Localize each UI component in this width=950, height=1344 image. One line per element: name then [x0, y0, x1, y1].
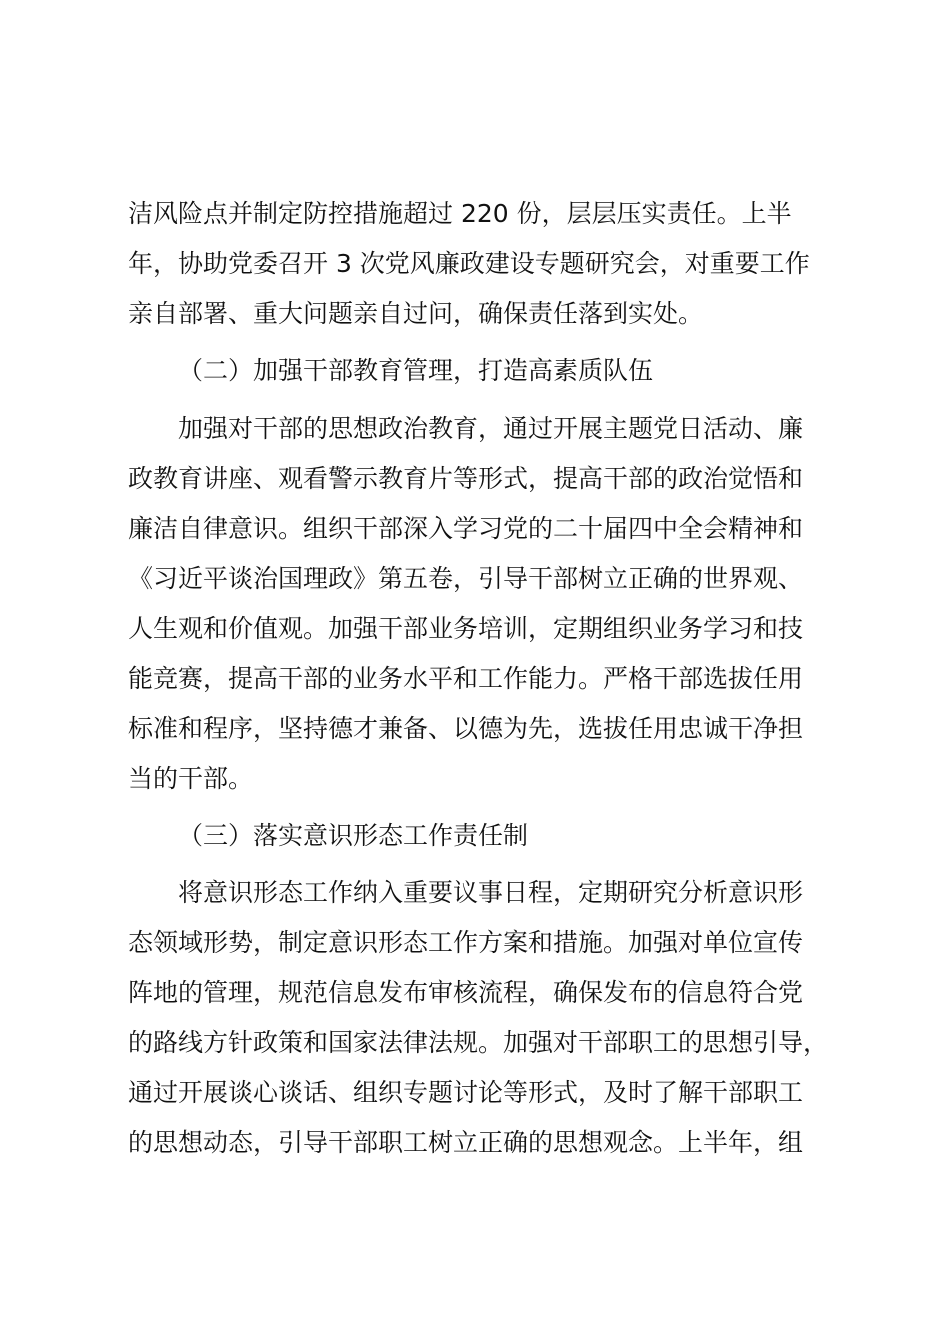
paragraph-line: 能竞赛，提高干部的业务水平和工作能力。严格干部选拔任用 — [128, 664, 804, 693]
paragraph-line: 政教育讲座、观看警示教育片等形式，提高干部的政治觉悟和 — [128, 464, 804, 493]
paragraph-line: 标准和程序，坚持德才兼备、以德为先，选拔任用忠诚干净担 — [128, 714, 804, 743]
paragraph-line: 洁风险点并制定防控措施超过 220 份，层层压实责任。上半 — [128, 199, 792, 228]
paragraph-line: 人生观和价值观。加强干部业务培训，定期组织业务学习和技 — [128, 614, 804, 643]
section-heading: （二）加强干部教育管理，打造高素质队伍 — [178, 356, 654, 385]
paragraph-line: 的路线方针政策和国家法律法规。加强对干部职工的思想引导， — [128, 1028, 829, 1057]
paragraph-line: 年，协助党委召开 3 次党风廉政建设专题研究会，对重要工作 — [128, 249, 810, 278]
paragraph-line: 当的干部。 — [128, 764, 254, 793]
section-heading: （三）落实意识形态工作责任制 — [178, 821, 529, 850]
paragraph-line: 《习近平谈治国理政》第五卷，引导干部树立正确的世界观、 — [128, 564, 804, 593]
paragraph-line: 加强对干部的思想政治教育，通过开展主题党日活动、廉 — [178, 414, 804, 443]
paragraph-line: 的思想动态，引导干部职工树立正确的思想观念。上半年，组 — [128, 1128, 804, 1157]
paragraph-line: 态领域形势，制定意识形态工作方案和措施。加强对单位宣传 — [128, 928, 804, 957]
paragraph-line: 阵地的管理，规范信息发布审核流程，确保发布的信息符合党 — [128, 978, 804, 1007]
paragraph-line: 通过开展谈心谈话、组织专题讨论等形式，及时了解干部职工 — [128, 1078, 804, 1107]
paragraph-line: 亲自部署、重大问题亲自过问，确保责任落到实处。 — [128, 299, 704, 328]
paragraph-line: 将意识形态工作纳入重要议事日程，定期研究分析意识形 — [178, 878, 804, 907]
paragraph-line: 廉洁自律意识。组织干部深入学习党的二十届四中全会精神和 — [128, 514, 804, 543]
